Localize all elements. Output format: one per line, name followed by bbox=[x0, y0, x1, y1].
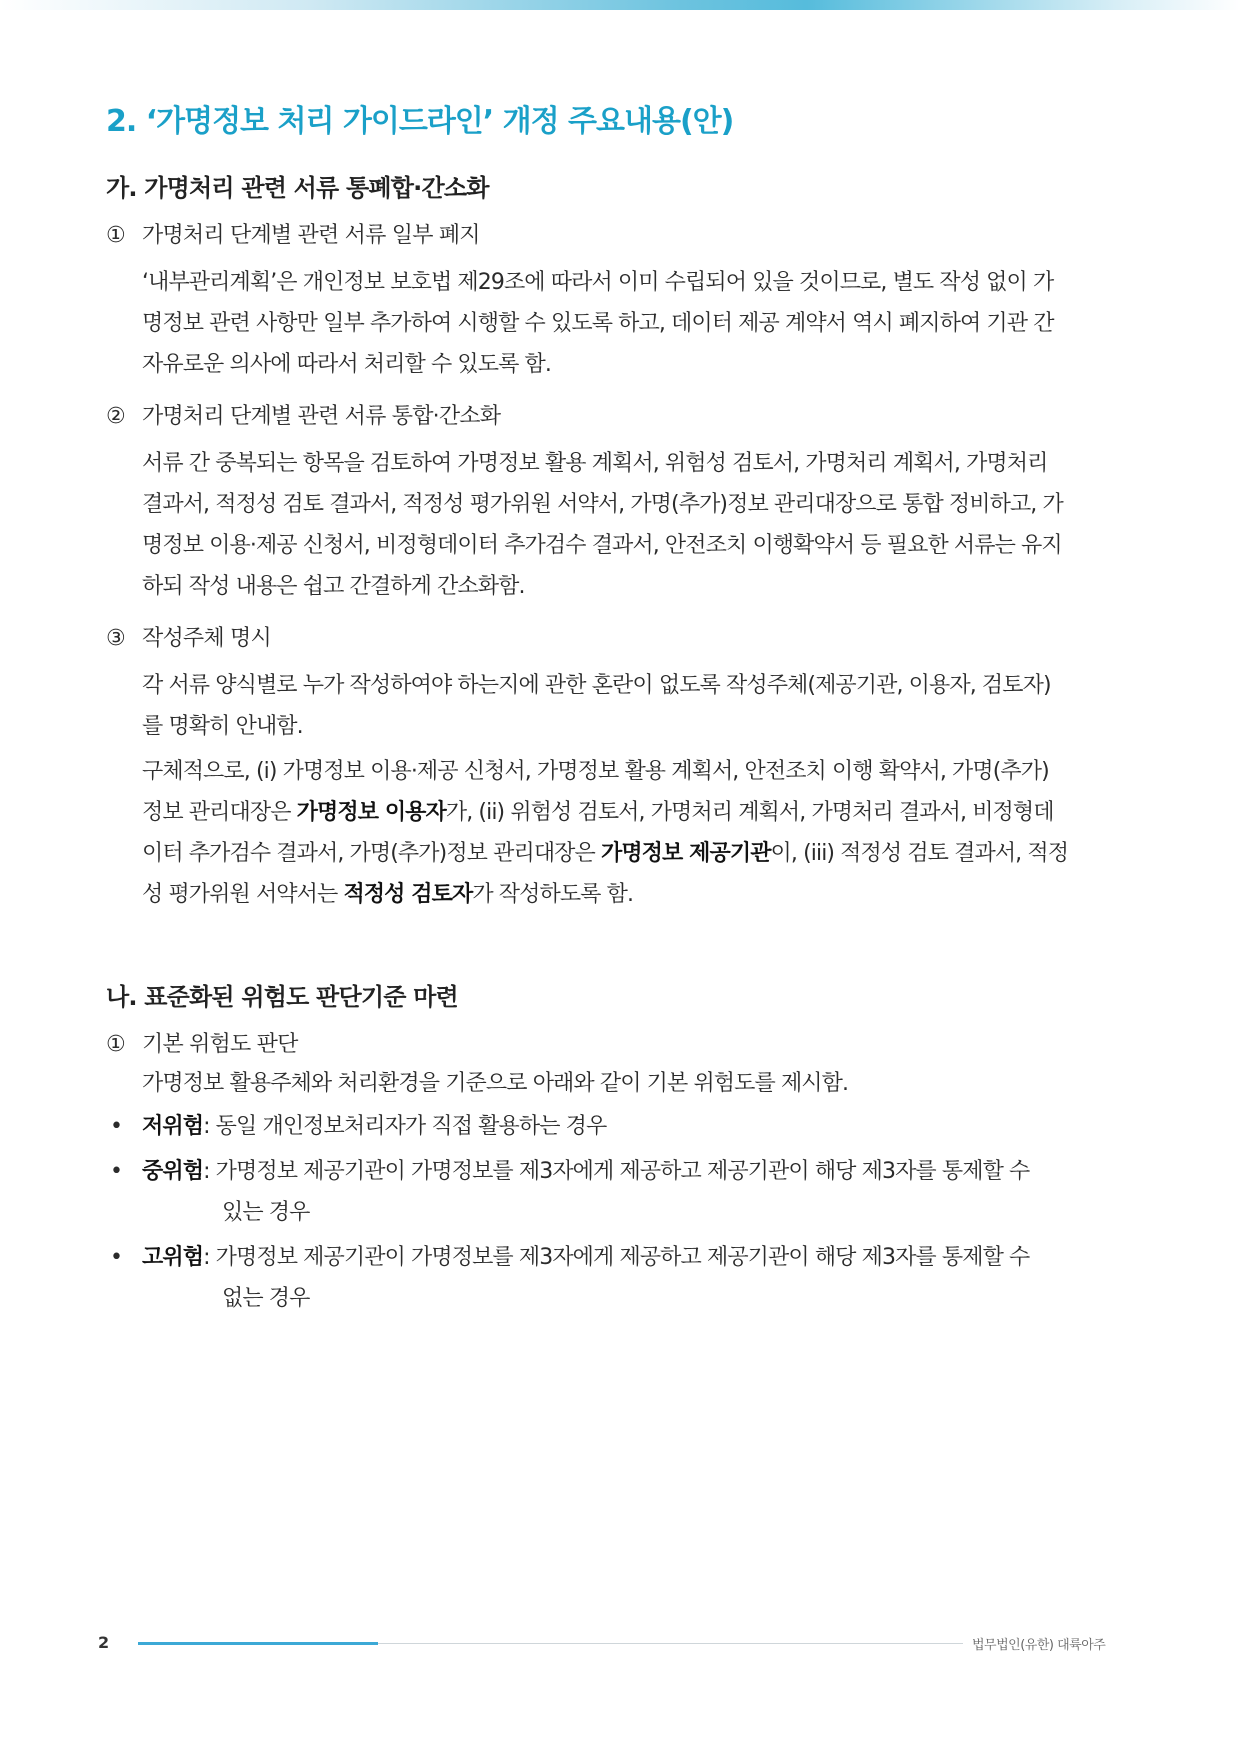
item-3-body bbox=[142, 665, 1136, 747]
na-item-1-line: 가명정보 활용주체와 처리환경을 기준으로 아래와 같이 기본 위험도를 제시함. bbox=[142, 1071, 849, 1096]
item-3-line: 각 서류 양식별로 누가 작성하여야 하는지에 관한 혼란이 없도록 작성주체(제공기관, 이용자, 검토자) bbox=[142, 673, 1051, 698]
bullet-dot: • bbox=[110, 1159, 123, 1184]
detail-text: 이터 추가검수 결과서, 가명(추가)정보 관리대장은 bbox=[142, 841, 601, 866]
risk-bullet-medium bbox=[106, 1151, 1136, 1233]
item-3-detail-line: 구체적으로, (i) 가명정보 이용·제공 신청서, 가명정보 활용 계획서, 안전조치 이행 확약서, 가명(추가) bbox=[142, 759, 1049, 784]
emphasis-user: 가명정보 이용자 bbox=[296, 800, 446, 825]
item-1-heading bbox=[106, 218, 1136, 254]
page-number: 2 bbox=[98, 1633, 110, 1652]
na-item-1-heading bbox=[106, 1027, 1136, 1063]
item-1-line: 명정보 관련 사항만 일부 추가하여 시행할 수 있도록 하고, 데이터 제공 계약서 역시 폐지하여 기관 간 bbox=[142, 311, 1054, 336]
footer-accent-line bbox=[138, 1642, 378, 1645]
item-2-title: 가명처리 단계별 관련 서류 통합·간소화 bbox=[142, 404, 501, 429]
item-3-detail bbox=[142, 751, 1136, 915]
item-2-line: 명정보 이용·제공 신청서, 비정형데이터 추가검수 결과서, 안전조치 이행확약서 등 필요한 서류는 유지 bbox=[142, 533, 1062, 558]
page-heading: 2. ‘가명정보 처리 가이드라인’ 개정 주요내용(안) bbox=[106, 104, 734, 139]
bullet-text: : 가명정보 제공기관이 가명정보를 제3자에게 제공하고 제공기관이 해당 제3자를 통제할 수 bbox=[203, 1245, 1030, 1270]
item-3-title: 작성주체 명시 bbox=[142, 626, 271, 651]
item-2-line: 하되 작성 내용은 쉽고 간결하게 간소화함. bbox=[142, 574, 525, 599]
detail-text: 가 작성하도록 함. bbox=[472, 882, 634, 907]
bullet-term: 중위험 bbox=[142, 1159, 204, 1184]
item-3-detail-line bbox=[142, 874, 1136, 915]
na-item-1-number: ① bbox=[106, 1032, 125, 1057]
item-2-number: ② bbox=[106, 404, 125, 429]
detail-text: 이, (iii) 적정성 검토 결과서, 적정 bbox=[770, 841, 1069, 866]
bullet-continuation: 있는 경우 bbox=[222, 1200, 310, 1225]
item-2-body bbox=[142, 443, 1136, 607]
emphasis-provider: 가명정보 제공기관 bbox=[600, 841, 771, 866]
item-3-line: 를 명확히 안내함. bbox=[142, 714, 303, 739]
top-gradient-bar bbox=[0, 0, 1241, 10]
bullet-dot: • bbox=[110, 1245, 123, 1270]
section-na-title: 나. 표준화된 위험도 판단기준 마련 bbox=[106, 983, 458, 1011]
item-1-body bbox=[142, 262, 1136, 385]
bullet-term: 고위험 bbox=[142, 1245, 204, 1270]
item-2-line: 결과서, 적정성 검토 결과서, 적정성 평가위원 서약서, 가명(추가)정보 관리대장으로 통합 정비하고, 가 bbox=[142, 492, 1063, 517]
detail-text: 성 평가위원 서약서는 bbox=[142, 882, 344, 907]
item-3-detail-line bbox=[142, 833, 1136, 874]
detail-text: 가, (ii) 위험성 검토서, 가명처리 계획서, 가명처리 결과서, 비정형데 bbox=[445, 800, 1054, 825]
bullet-continuation: 없는 경우 bbox=[222, 1286, 310, 1311]
bullet-text: : 동일 개인정보처리자가 직접 활용하는 경우 bbox=[203, 1114, 607, 1139]
footer-divider-line bbox=[378, 1643, 963, 1644]
bullet-dot: • bbox=[110, 1114, 123, 1139]
item-3-heading bbox=[106, 621, 1136, 657]
item-1-line: ‘내부관리계획’은 개인정보 보호법 제29조에 따라서 이미 수립되어 있을 것이므로, 별도 작성 없이 가 bbox=[142, 270, 1054, 295]
item-2-heading bbox=[106, 399, 1136, 435]
risk-bullet-low bbox=[106, 1106, 1136, 1147]
bullet-body bbox=[142, 1237, 1029, 1319]
item-3-number: ③ bbox=[106, 626, 125, 651]
na-item-1-body bbox=[142, 1063, 1136, 1104]
footer-firm-name: 법무법인(유한) 대륙아주 bbox=[972, 1638, 1106, 1653]
bullet-body bbox=[142, 1151, 1029, 1233]
bullet-term: 저위험 bbox=[142, 1114, 204, 1139]
emphasis-reviewer: 적정성 검토자 bbox=[343, 882, 473, 907]
item-1-line: 자유로운 의사에 따라서 처리할 수 있도록 함. bbox=[142, 352, 551, 377]
detail-text: 정보 관리대장은 bbox=[142, 800, 297, 825]
item-3-detail-line bbox=[142, 792, 1136, 833]
section-ga-title: 가. 가명처리 관련 서류 통폐합·간소화 bbox=[106, 174, 489, 202]
page-content bbox=[106, 96, 1136, 1319]
bullet-body bbox=[142, 1106, 606, 1147]
item-1-title: 가명처리 단계별 관련 서류 일부 폐지 bbox=[142, 223, 480, 248]
na-item-1-title: 기본 위험도 판단 bbox=[142, 1032, 298, 1057]
item-1-number: ① bbox=[106, 223, 125, 248]
risk-bullet-high bbox=[106, 1237, 1136, 1319]
bullet-text: : 가명정보 제공기관이 가명정보를 제3자에게 제공하고 제공기관이 해당 제3자를 통제할 수 bbox=[203, 1159, 1030, 1184]
item-2-line: 서류 간 중복되는 항목을 검토하여 가명정보 활용 계획서, 위험성 검토서, 가명처리 계획서, 가명처리 bbox=[142, 451, 1048, 476]
